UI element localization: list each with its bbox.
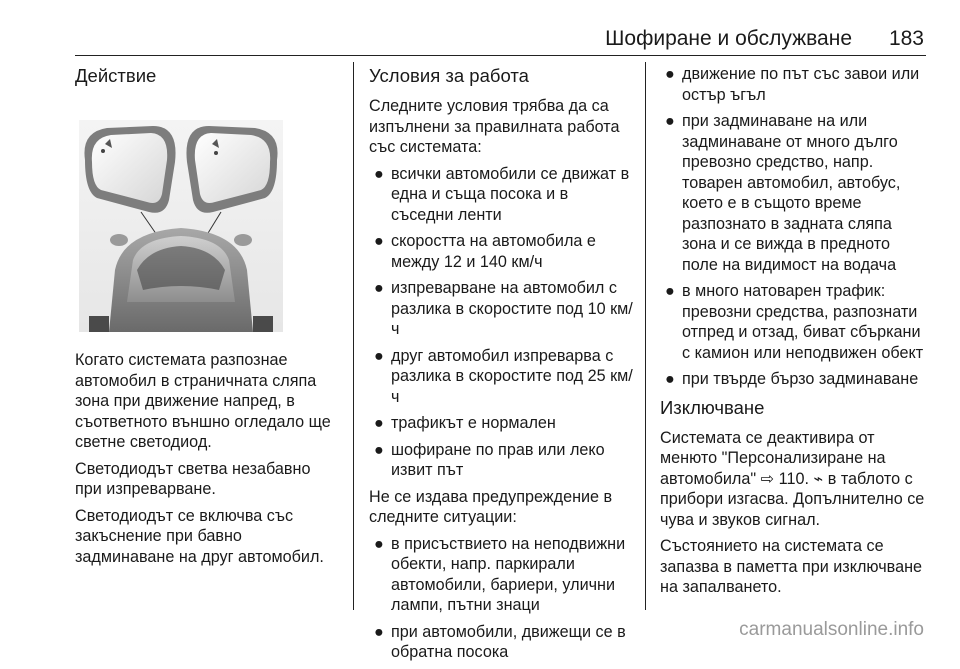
column-divider: [353, 62, 354, 610]
bullet-icon: ●: [665, 112, 675, 130]
no-warning-list: [369, 534, 635, 663]
column-divider: [645, 62, 646, 610]
bullet-icon: ●: [374, 440, 384, 459]
bullet-icon: ●: [374, 232, 384, 250]
paragraph: Следните условия трябва да са изпълнени за правилната работа със системата:: [369, 97, 620, 156]
list-item: [369, 413, 635, 434]
list-item-text: друг автомобил изпреварва с разлика в скоростите под 25 км/ч: [391, 346, 633, 406]
list-item: [369, 622, 635, 663]
bullet-icon: ●: [665, 65, 675, 83]
list-item: [660, 369, 930, 390]
section-heading-conditions: Условия за работа: [369, 65, 529, 86]
bullet-icon: ●: [374, 164, 384, 183]
list-item: [369, 164, 635, 226]
column-3: [660, 64, 930, 604]
paragraph: Не се издава предупреждение в следните ситуации:: [369, 487, 613, 526]
list-item: [369, 231, 635, 272]
list-item-text: в присъствието на неподвижни обекти, напр. паркирали автомобили, бариери, улични лампи, пътни знаци: [391, 534, 626, 614]
list-item-text: при задминаване на или задминаване от много дълго превозно средство, напр. товарен автомобил, автобус, което е в същото време разпознато в задната сляпа зона и се вижда в предното поле на видимост на водача: [682, 112, 901, 274]
list-item: [369, 440, 635, 481]
list-item-text: скоростта на автомобила е между 12 и 140 км/ч: [391, 232, 596, 271]
list-item-text: шофиране по прав или леко извит път: [391, 440, 605, 479]
list-item: [369, 278, 635, 340]
bullet-icon: ●: [374, 534, 384, 553]
column-1: [75, 64, 340, 573]
section-heading-action: Действие: [75, 65, 157, 86]
watermark: carmanualsonline.info: [739, 619, 924, 640]
bullet-icon: ●: [374, 414, 384, 432]
bullet-icon: ●: [665, 282, 675, 300]
list-item-text: при твърде бързо задминаване: [682, 370, 919, 388]
list-item: [369, 534, 635, 616]
paragraph: Когато системата разпознае автомобил в страничната сляпа зона при движение напред, в съответното външно огледало ще светне светодиод.: [75, 351, 331, 451]
list-item: [660, 111, 930, 275]
list-item: [660, 64, 930, 105]
list-item-text: в много натоварен трафик: превозни средства, разпознати отпред и отзад, биват сбъркани с камион или неподвижен обект: [682, 282, 924, 362]
list-item-text: при автомобили, движещи се в обратна посока: [391, 622, 626, 661]
conditions-list: [369, 164, 635, 481]
bullet-icon: ●: [665, 370, 675, 388]
mirror-led-illustration: [79, 120, 283, 332]
page-header-title: Шофиране и обслужване: [605, 27, 852, 50]
paragraph: Системата се деактивира от менюто "Персонализиране на автомобила" ⇨ 110. ⌁ в таблото с прибори изгасва. Допълнително се чува и звуков сигнал.: [660, 428, 925, 529]
column-2: [369, 64, 635, 669]
no-warning-list-continued: [660, 64, 930, 390]
paragraph: Светодиодът светва незабавно при изпреварване.: [75, 459, 311, 498]
car-mirrors-image: [79, 120, 283, 332]
section-heading-deactivation: Изключване: [660, 396, 765, 418]
list-item-text: трафикът е нормален: [391, 414, 556, 432]
bullet-icon: ●: [374, 279, 384, 297]
list-item-text: движение по път със завои или остър ъгъл: [682, 65, 920, 104]
bullet-icon: ●: [374, 622, 384, 641]
list-item: [660, 281, 930, 363]
paragraph: Светодиодът се включва със закъснение при бавно задминаване на друг автомобил.: [75, 506, 324, 566]
page-header: [0, 0, 960, 60]
header-rule: [75, 55, 926, 56]
paragraph: Състоянието на системата се запазва в паметта при изключване на запалването.: [660, 537, 923, 596]
list-item-text: изпреварване на автомобил с разлика в скоростите под 10 км/ч: [391, 279, 633, 338]
page-number: 183: [888, 27, 924, 50]
bullet-icon: ●: [374, 346, 384, 365]
list-item: [369, 346, 635, 408]
list-item-text: всички автомобили се движат в една и съща посока и в съседни ленти: [391, 164, 630, 224]
